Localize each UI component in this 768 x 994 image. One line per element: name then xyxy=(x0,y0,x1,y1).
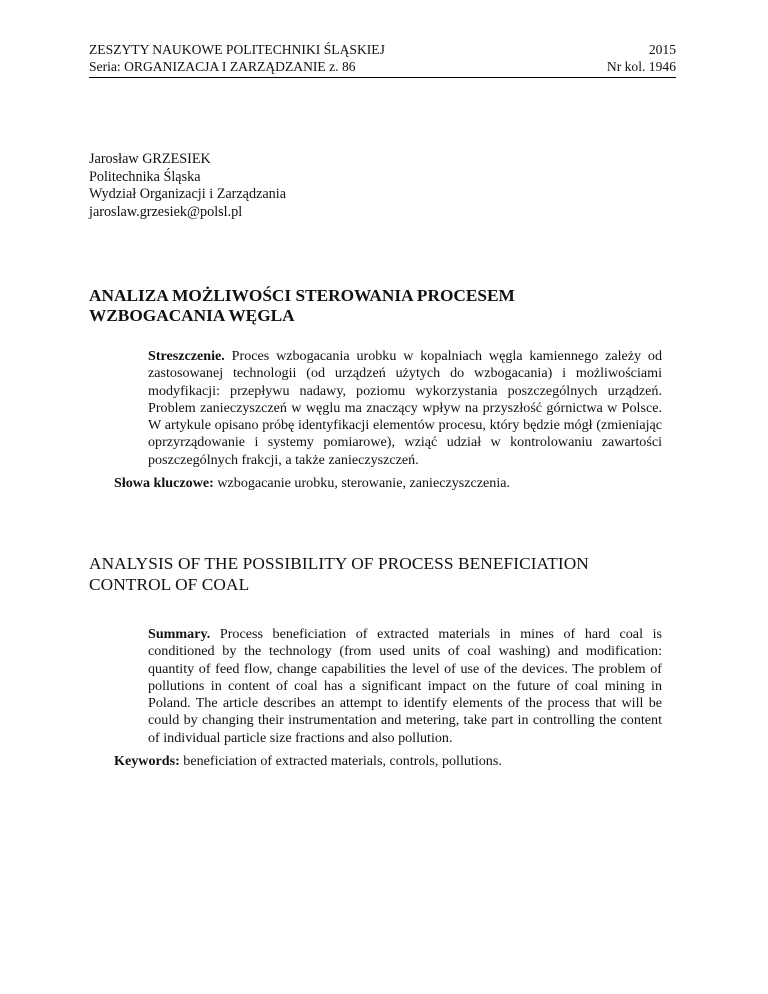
abstract-polish xyxy=(114,348,662,492)
abstract-english-text: Process beneficiation of extracted materials in mines of hard coal is conditioned by the technology (from used units of coal washing) and modification: quantity of feed flow, change capabilities the level of use of the devices. The problem of pollutions in content of coal has a significant impact on the future of coal mining in Poland. The article describes an attempt to identify elements of the process that will be could by changing their instrumentation and metering, take part in controlling the content of individual particle size fractions and also pollution. xyxy=(148,626,662,746)
keywords-polish-label: Słowa kluczowe: xyxy=(114,475,214,492)
author-name: Jarosław GRZESIEK xyxy=(89,151,211,167)
journal-number: Nr kol. 1946 xyxy=(606,59,676,74)
journal-name: ZESZYTY NAUKOWE POLITECHNIKI ŚLĄSKIEJ xyxy=(89,42,385,57)
journal-header xyxy=(89,41,676,78)
abstract-english xyxy=(114,626,662,770)
title-english-line-2: CONTROL OF COAL xyxy=(89,574,250,594)
abstract-english-paragraph xyxy=(114,626,662,747)
header-row-2 xyxy=(89,58,676,75)
keywords-polish xyxy=(114,475,662,492)
keywords-english-label: Keywords: xyxy=(114,753,180,770)
header-row-1 xyxy=(89,41,676,58)
title-english xyxy=(89,554,669,595)
author-university: Politechnika Śląska xyxy=(89,168,201,185)
keywords-polish-text: wzbogacanie urobku, sterowanie, zanieczyszczenia. xyxy=(213,475,511,492)
journal-series: Seria: ORGANIZACJA I ZARZĄDZANIE z. 86 xyxy=(89,59,356,74)
title-polish-line-1: ANALIZA MOŻLIWOŚCI STEROWANIA PROCESEM xyxy=(89,286,515,305)
title-polish-line-2: WZBOGACANIA WĘGLA xyxy=(89,306,295,325)
abstract-polish-text: Proces wzbogacania urobku w kopalniach węgla kamiennego zależy od zastosowanej technologii (od urządzeń użytych do wzbogacania) i możliwościami modyfikacji: przepływu nadawy, poziomu wykorzystania poszczególnych urządzeń. Problem zanieczyszczeń w węglu ma znaczący wpływ na przyszłość górnictwa w Polsce. W artykule opisano próbę identyfikacji elementów procesu, który będzie mógł (zmieniając oprzyrządowanie i systemy pomiarowe), wziąć udział w kontrolowaniu zawartości poszczególnych frakcji, a także zanieczyszczeń. xyxy=(148,348,662,468)
title-polish xyxy=(89,286,649,326)
abstract-polish-label: Streszczenie. xyxy=(148,348,225,364)
abstract-polish-paragraph xyxy=(114,348,662,469)
keywords-english xyxy=(114,753,662,770)
author-faculty: Wydział Organizacji i Zarządzania xyxy=(89,186,287,202)
author-block xyxy=(89,151,286,221)
author-email: jaroslaw.grzesiek@polsl.pl xyxy=(89,203,243,220)
keywords-english-text: beneficiation of extracted materials, controls, pollutions. xyxy=(179,753,502,770)
journal-year: 2015 xyxy=(648,42,676,57)
abstract-english-label: Summary. xyxy=(148,626,211,642)
title-english-line-1: ANALYSIS OF THE POSSIBILITY OF PROCESS BENEFICIATION xyxy=(89,554,589,573)
